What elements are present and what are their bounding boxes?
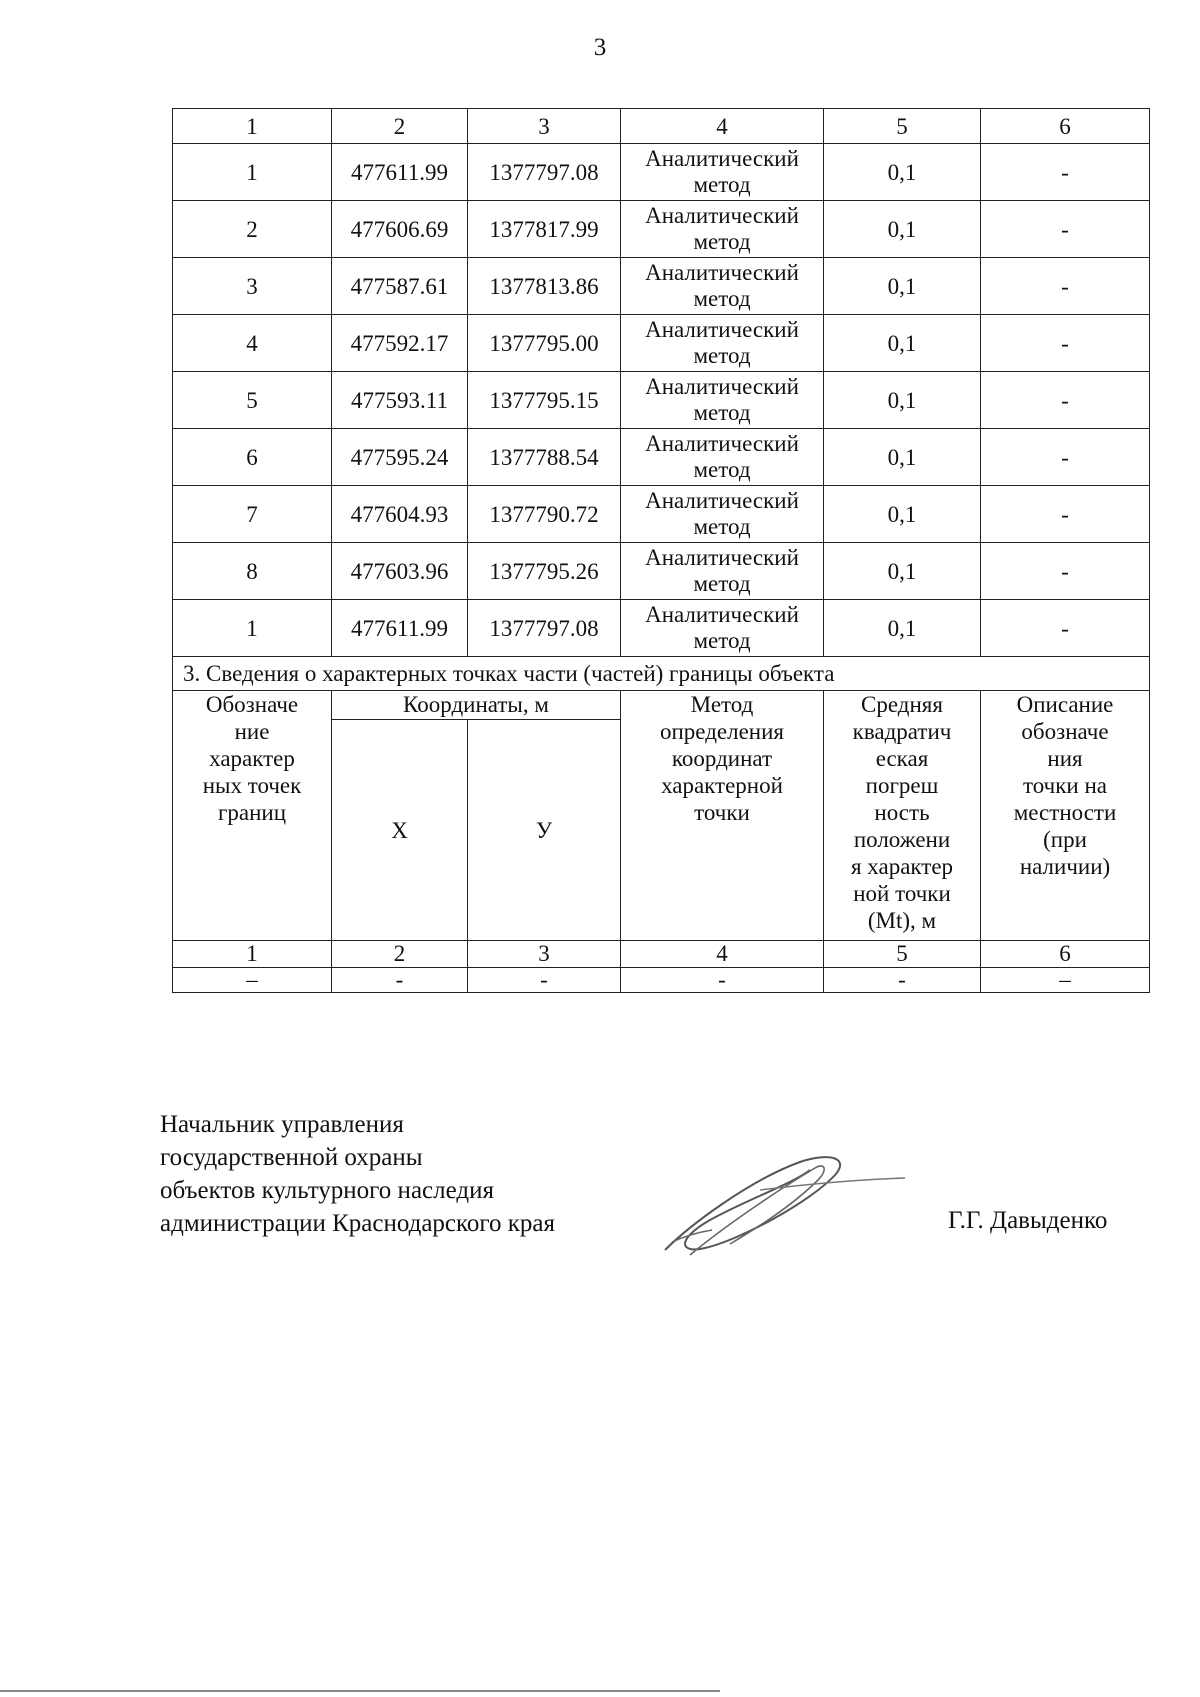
boundary-point-row	[173, 258, 1150, 315]
x-coordinate: 477604.93	[332, 486, 468, 543]
point-number: 6	[173, 429, 332, 486]
boundary-point-row	[173, 201, 1150, 258]
description: -	[981, 258, 1150, 315]
x-coordinate: 477606.69	[332, 201, 468, 258]
section-3-empty-row	[173, 968, 1150, 993]
method: Аналитический метод	[621, 429, 824, 486]
y-coordinate: 1377795.26	[468, 543, 621, 600]
scan-edge-line	[0, 1690, 720, 1692]
description: -	[981, 201, 1150, 258]
x-coordinate: 477587.61	[332, 258, 468, 315]
description: -	[981, 600, 1150, 657]
description: -	[981, 372, 1150, 429]
header-mean-square-error: Средняя квадратич еская погреш ность положени я характер ной точки (Mt), м	[824, 691, 981, 941]
method: Аналитический метод	[621, 543, 824, 600]
column-number: 4	[621, 109, 824, 144]
column-number-row	[173, 109, 1150, 144]
column-number: 1	[173, 941, 332, 968]
accuracy: 0,1	[824, 372, 981, 429]
y-coordinate: 1377797.08	[468, 600, 621, 657]
boundary-point-row	[173, 315, 1150, 372]
boundary-point-row	[173, 372, 1150, 429]
point-number: 1	[173, 600, 332, 657]
x-coordinate: 477611.99	[332, 144, 468, 201]
position-line: объектов культурного наследия	[160, 1177, 494, 1204]
y-coordinate: 1377795.15	[468, 372, 621, 429]
column-number: 2	[332, 941, 468, 968]
section-3-number-row	[173, 941, 1150, 968]
header-point-designation: Обозначе ние характер ных точек границ	[173, 691, 332, 941]
header-method: Метод определения координат характерной точки	[621, 691, 824, 941]
point-rows	[173, 144, 1150, 657]
x-coordinate: 477592.17	[332, 315, 468, 372]
x-coordinate: 477603.96	[332, 543, 468, 600]
description: -	[981, 543, 1150, 600]
accuracy: 0,1	[824, 429, 981, 486]
y-coordinate: 1377813.86	[468, 258, 621, 315]
boundary-point-row	[173, 600, 1150, 657]
y-coordinate: 1377817.99	[468, 201, 621, 258]
description: -	[981, 144, 1150, 201]
empty-cell: –	[173, 968, 332, 993]
accuracy: 0,1	[824, 315, 981, 372]
page-number: 3	[593, 34, 607, 61]
column-number: 6	[981, 941, 1150, 968]
signer-position	[160, 1108, 555, 1240]
boundary-point-row	[173, 543, 1150, 600]
empty-cell: –	[981, 968, 1150, 993]
signer-name: Г.Г. Давыденко	[948, 1207, 1108, 1234]
point-number: 7	[173, 486, 332, 543]
point-number: 5	[173, 372, 332, 429]
header-description: Описание обозначе ния точки на местности (при наличии)	[981, 691, 1150, 941]
method: Аналитический метод	[621, 372, 824, 429]
empty-cell: -	[332, 968, 468, 993]
column-number: 3	[468, 941, 621, 968]
column-number: 5	[824, 941, 981, 968]
accuracy: 0,1	[824, 201, 981, 258]
method: Аналитический метод	[621, 201, 824, 258]
section-3-title-row	[173, 657, 1150, 691]
boundary-point-row	[173, 429, 1150, 486]
position-line: администрации Краснодарского края	[160, 1210, 556, 1237]
column-number: 1	[173, 109, 332, 144]
description: -	[981, 486, 1150, 543]
empty-cell: -	[468, 968, 621, 993]
y-coordinate: 1377788.54	[468, 429, 621, 486]
x-coordinate: 477611.99	[332, 600, 468, 657]
boundary-point-row	[173, 144, 1150, 201]
method: Аналитический метод	[621, 258, 824, 315]
y-coordinate: 1377797.08	[468, 144, 621, 201]
section-3-header-row	[173, 691, 1150, 720]
column-number: 4	[621, 941, 824, 968]
accuracy: 0,1	[824, 258, 981, 315]
method: Аналитический метод	[621, 144, 824, 201]
column-number: 5	[824, 109, 981, 144]
point-number: 1	[173, 144, 332, 201]
header-x: Х	[332, 720, 468, 941]
position-line: государственной охраны	[160, 1144, 423, 1171]
accuracy: 0,1	[824, 486, 981, 543]
accuracy: 0,1	[824, 144, 981, 201]
handwritten-signature	[650, 1140, 910, 1260]
x-coordinate: 477593.11	[332, 372, 468, 429]
column-number: 3	[468, 109, 621, 144]
position-line: Начальник управления	[160, 1111, 404, 1138]
y-coordinate: 1377790.72	[468, 486, 621, 543]
boundary-points-table	[172, 108, 1150, 993]
point-number: 3	[173, 258, 332, 315]
description: -	[981, 429, 1150, 486]
empty-cell: -	[621, 968, 824, 993]
point-number: 4	[173, 315, 332, 372]
boundary-point-row	[173, 486, 1150, 543]
method: Аналитический метод	[621, 486, 824, 543]
empty-cell: -	[824, 968, 981, 993]
x-coordinate: 477595.24	[332, 429, 468, 486]
header-y: У	[468, 720, 621, 941]
section-3-title: 3. Сведения о характерных точках части (частей) границы объекта	[173, 657, 1150, 691]
y-coordinate: 1377795.00	[468, 315, 621, 372]
accuracy: 0,1	[824, 600, 981, 657]
method: Аналитический метод	[621, 315, 824, 372]
point-number: 8	[173, 543, 332, 600]
description: -	[981, 315, 1150, 372]
point-number: 2	[173, 201, 332, 258]
column-number: 6	[981, 109, 1150, 144]
accuracy: 0,1	[824, 543, 981, 600]
header-coordinates: Координаты, м	[332, 691, 621, 720]
method: Аналитический метод	[621, 600, 824, 657]
column-number: 2	[332, 109, 468, 144]
